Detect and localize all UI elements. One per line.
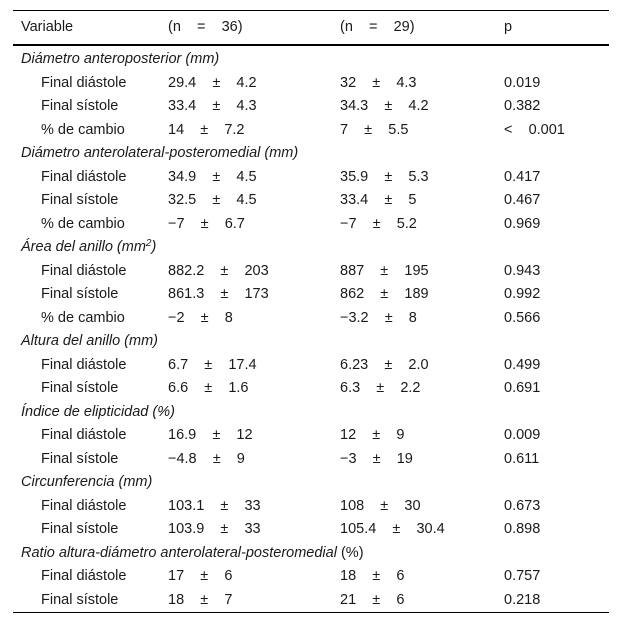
- row-label: Final sístole: [41, 450, 119, 467]
- section-title: [21, 48, 219, 72]
- header-group2: (n = 29): [340, 19, 415, 35]
- section-title-text: Diámetro anterolateral-posteromedial (mm): [21, 145, 299, 161]
- p-value: < 0.001: [504, 121, 565, 138]
- row-label: Final sístole: [41, 380, 119, 396]
- section-title-text: Índice de elipticidad (%): [21, 403, 175, 420]
- section-title-text: Ratio altura-diámetro anterolateral-posteromedial: [21, 544, 337, 561]
- section-title-superscript: 2: [145, 238, 152, 249]
- group2-value: 105.4 ± 30.4: [340, 521, 445, 537]
- group2-value: 32 ± 4.3: [340, 74, 417, 91]
- section-title: [21, 542, 364, 566]
- p-value: 0.611: [504, 450, 540, 467]
- table-row: [13, 307, 609, 331]
- row-label: Final diástole: [41, 262, 127, 279]
- group2-value: 108 ± 30: [340, 497, 421, 514]
- table-row: [13, 119, 609, 143]
- group2-value: −3.2 ± 8: [340, 309, 417, 326]
- group2-value: 6.23 ± 2.0: [340, 356, 429, 373]
- table-row: [13, 283, 609, 307]
- group2-value: 887 ± 195: [340, 262, 429, 279]
- row-label: Final sístole: [41, 591, 119, 608]
- row-label: % de cambio: [41, 215, 125, 232]
- p-value: 0.691: [504, 380, 541, 396]
- row-label: Final diástole: [41, 427, 127, 443]
- group2-value: −7 ± 5.2: [340, 215, 417, 232]
- section-header: [13, 48, 609, 72]
- table-row: [13, 260, 609, 284]
- group1-value: 882.2 ± 203: [168, 262, 269, 279]
- group1-value: 6.6 ± 1.6: [168, 380, 249, 396]
- table-header: [13, 11, 609, 46]
- section-title: [21, 330, 158, 354]
- group1-value: −4.8 ± 9: [168, 450, 245, 467]
- p-value: 0.898: [504, 521, 541, 537]
- table-row: [13, 565, 609, 589]
- table-row: [13, 72, 609, 96]
- group2-value: 34.3 ± 4.2: [340, 98, 429, 114]
- table-row: [13, 377, 609, 401]
- p-value: 0.566: [504, 309, 541, 326]
- p-value: 0.673: [504, 497, 541, 514]
- table-row: [13, 354, 609, 378]
- group1-value: 16.9 ± 12: [168, 427, 253, 443]
- data-table: [13, 10, 609, 613]
- group2-value: 35.9 ± 5.3: [340, 168, 429, 185]
- header-p: p: [504, 19, 513, 35]
- p-value: 0.019: [504, 74, 541, 91]
- group2-value: 7 ± 5.5: [340, 121, 409, 138]
- section-title-close: ): [151, 239, 157, 255]
- header-variable: Variable: [21, 19, 74, 35]
- section-title: [21, 142, 298, 166]
- section-header: [13, 401, 609, 425]
- group1-value: 34.9 ± 4.5: [168, 168, 257, 185]
- section-header: [13, 142, 609, 166]
- group2-value: −3 ± 19: [340, 450, 413, 467]
- group2-value: 21 ± 6: [340, 591, 405, 608]
- table-row: [13, 518, 609, 542]
- group1-value: 18 ± 7: [168, 591, 233, 608]
- group1-value: −2 ± 8: [168, 309, 233, 326]
- section-title-text: Área del anillo (mm: [21, 239, 146, 255]
- group1-value: 32.5 ± 4.5: [168, 192, 257, 208]
- row-label: Final sístole: [41, 286, 119, 302]
- group1-value: 103.1 ± 33: [168, 497, 261, 514]
- section-header: [13, 471, 609, 495]
- group2-value: 6.3 ± 2.2: [340, 380, 421, 396]
- section-title-suffix: (%): [336, 544, 364, 561]
- group1-value: 6.7 ± 17.4: [168, 356, 257, 373]
- p-value: 0.943: [504, 262, 541, 279]
- row-label: Final diástole: [41, 497, 127, 514]
- group1-value: 17 ± 6: [168, 568, 233, 584]
- table-row: [13, 95, 609, 119]
- group2-value: 862 ± 189: [340, 286, 429, 302]
- group1-value: 103.9 ± 33: [168, 521, 261, 537]
- section-header: [13, 542, 609, 566]
- table-row: [13, 166, 609, 190]
- p-value: 0.382: [504, 98, 541, 114]
- row-label: Final diástole: [41, 356, 127, 373]
- row-label: % de cambio: [41, 121, 125, 138]
- table-row: [13, 448, 609, 472]
- section-title-text: Circunferencia (mm): [21, 474, 153, 490]
- p-value: 0.467: [504, 192, 541, 208]
- table-row: [13, 189, 609, 213]
- p-value: 0.009: [504, 427, 541, 443]
- table-row: [13, 213, 609, 237]
- p-value: 0.757: [504, 568, 541, 584]
- group1-value: 33.4 ± 4.3: [168, 98, 257, 114]
- group2-value: 12 ± 9: [340, 427, 405, 443]
- section-header: [13, 236, 609, 260]
- p-value: 0.499: [504, 356, 541, 373]
- p-value: 0.969: [504, 215, 541, 232]
- section-title: [21, 236, 156, 260]
- row-label: Final sístole: [41, 521, 119, 537]
- p-value: 0.218: [504, 591, 541, 608]
- row-label: Final sístole: [41, 192, 119, 208]
- p-value: 0.992: [504, 286, 541, 302]
- table-body: [13, 48, 609, 612]
- table-row: [13, 424, 609, 448]
- group2-value: 33.4 ± 5: [340, 192, 417, 208]
- section-title: [21, 471, 152, 495]
- section-title: [21, 401, 175, 425]
- header-group1: (n = 36): [168, 19, 243, 35]
- section-title-text: Diámetro anteroposterior (mm): [21, 51, 220, 67]
- row-label: Final diástole: [41, 568, 127, 584]
- table-row: [13, 589, 609, 613]
- p-value: 0.417: [504, 168, 541, 185]
- group1-value: 861.3 ± 173: [168, 286, 269, 302]
- table-row: [13, 495, 609, 519]
- row-label: Final diástole: [41, 168, 127, 185]
- group1-value: −7 ± 6.7: [168, 215, 245, 232]
- group1-value: 29.4 ± 4.2: [168, 74, 257, 91]
- section-title-text: Altura del anillo (mm): [21, 333, 158, 349]
- group2-value: 18 ± 6: [340, 568, 405, 584]
- section-header: [13, 330, 609, 354]
- row-label: Final sístole: [41, 98, 119, 114]
- row-label: Final diástole: [41, 74, 127, 91]
- group1-value: 14 ± 7.2: [168, 121, 245, 138]
- row-label: % de cambio: [41, 309, 125, 326]
